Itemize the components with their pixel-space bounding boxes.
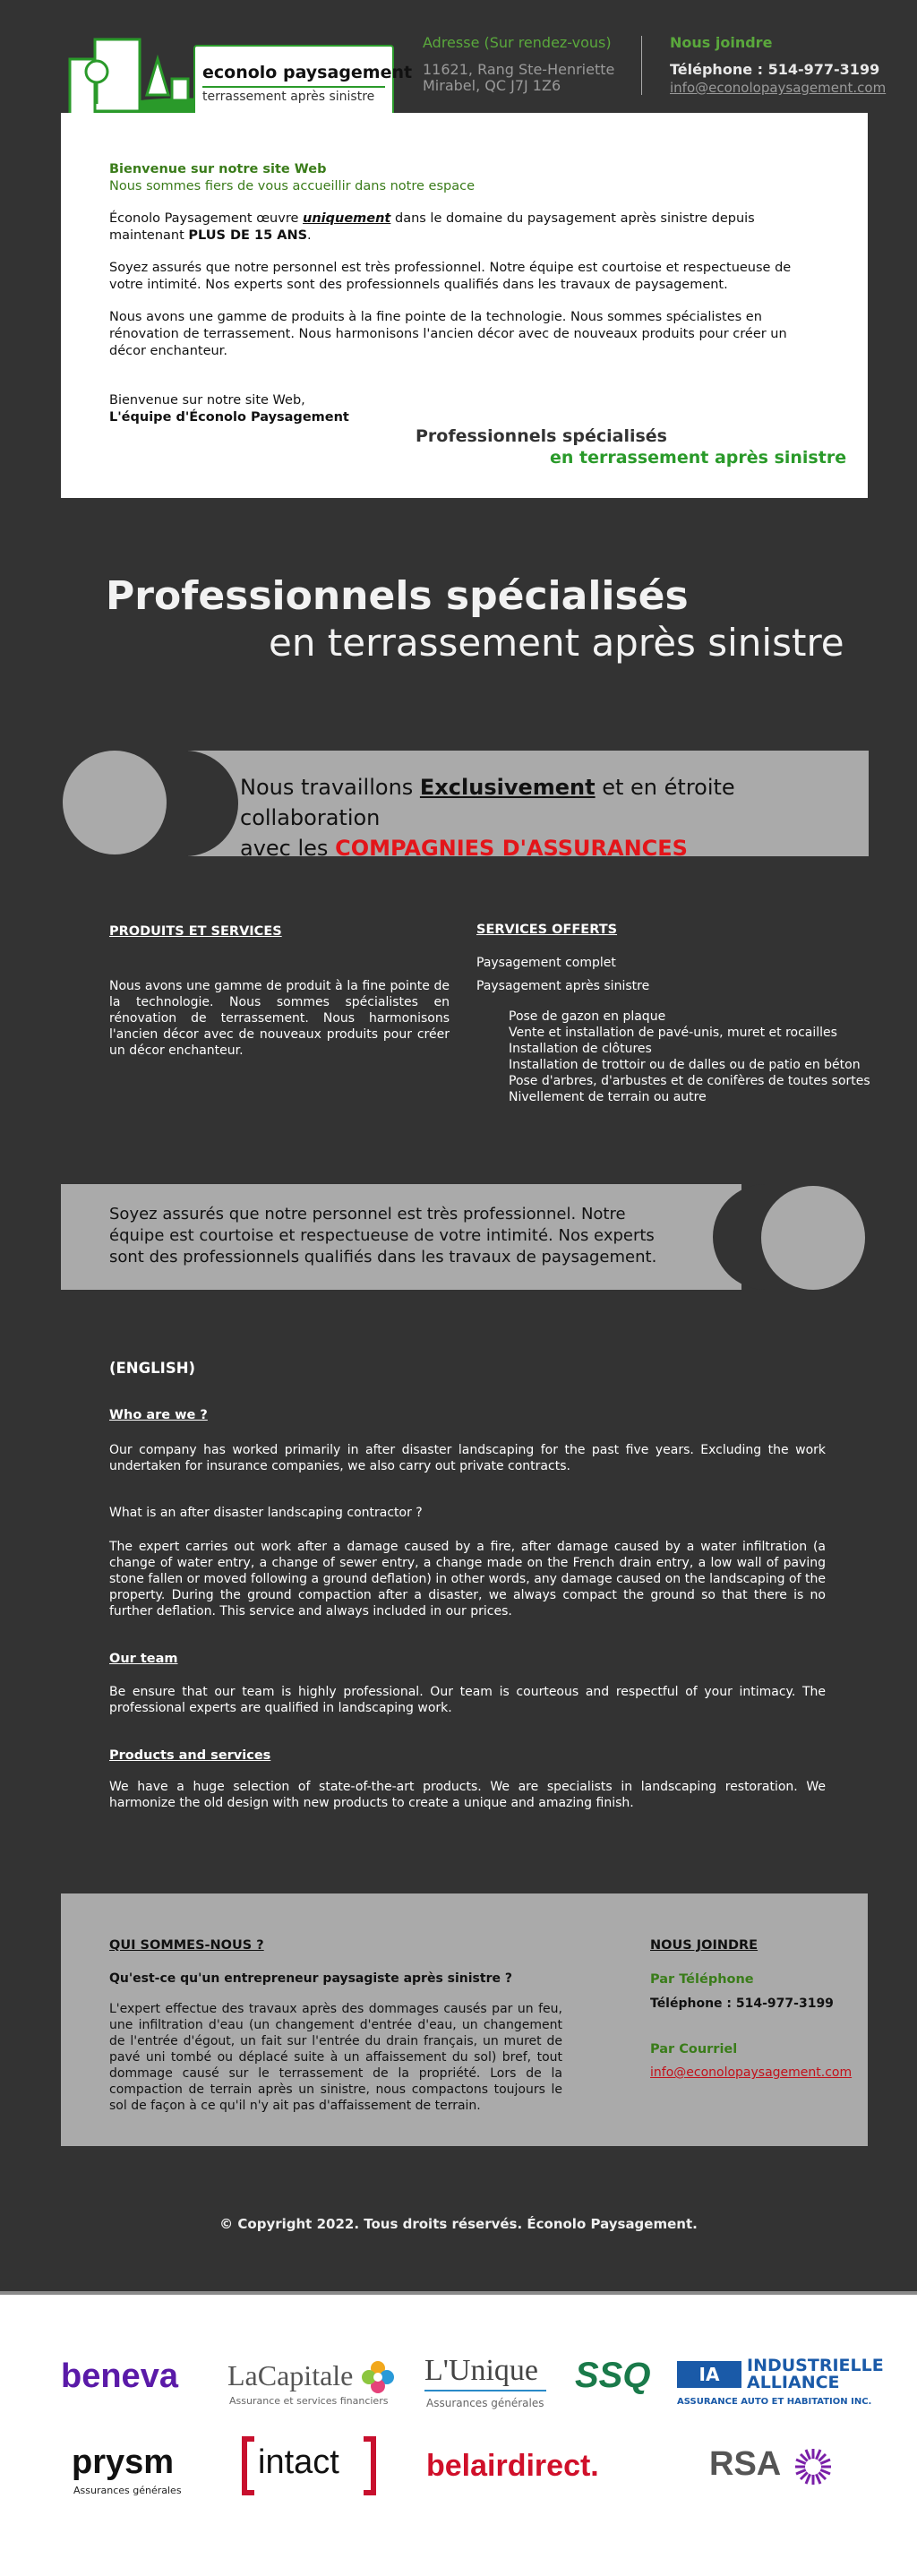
header-email-link[interactable]: info@econolopaysagement.com [670, 80, 887, 96]
address-line1: 11621, Rang Ste-Henriette [423, 61, 615, 78]
info-panel [61, 1893, 868, 2146]
address-label: Adresse (Sur rendez-vous) [423, 34, 612, 51]
hero-title-line2: en terrassement après sinistre [269, 621, 844, 665]
intact-bracket-tl [242, 2436, 254, 2442]
banner2-circle [761, 1186, 865, 1290]
service-subitem: Pose de gazon en plaque [509, 1009, 666, 1024]
hero-title-line1: Professionnels spécialisés [106, 573, 689, 619]
partners-strip [0, 2291, 917, 2576]
welcome-panel [61, 113, 868, 498]
lacapitale-subtitle: Assurance et services financiers [229, 2395, 389, 2407]
english-title: (ENGLISH) [109, 1360, 196, 1377]
services-sublist [509, 1009, 870, 1105]
en-team-text: Be ensure that our team is highly professional. Our team is courteous and respectful of your intimacy. The professional experts are qualified in landscaping work. [109, 1685, 826, 1715]
products-text: Nous avons une gamme de produit à la fine pointe de la technologie. Nous sommes spécialistes en rénovation de terrassement. Nous harmonisons l'ancien décor avec de nouveaux produits pour créer un décor enchanteur. [109, 979, 450, 1058]
intact-bracket-bl [242, 2490, 254, 2495]
partner-logo-ssq[interactable]: SSQ [575, 2356, 651, 2395]
info-mail-label: Par Courriel [650, 2042, 738, 2057]
en-products-text: We have a huge selection of state-of-the-art products. We are specialists in landscaping restoration. We harmonize the old design with new products to create a unique and amazing finish. [109, 1780, 826, 1810]
insurance-banner-text [240, 772, 831, 863]
p1-emphasis: uniquement [303, 211, 391, 226]
p1-end: . [307, 228, 312, 243]
header-divider [641, 36, 642, 95]
address-line2: Mirabel, QC J7J 1Z6 [423, 77, 561, 94]
en-products-title: Products and services [109, 1748, 271, 1763]
services-title: SERVICES OFFERTS [476, 923, 618, 937]
logo-divider [202, 86, 385, 88]
tagline-line1: Professionnels spécialisés [416, 426, 667, 446]
copyright: © Copyright 2022. Tous droits réservés. Éconolo Paysagement. [219, 2216, 698, 2232]
info-text: L'expert effectue des travaux après des dommages causés par un feu, une infiltration d'eau (un changement d'entrée d'eau, un changement de l'entrée d'égout, un fait sur l'entrée du drain français, un muret de pavé uni tombé ou déplacé suite à un affaissement du sol) bref, tout dommage causé sur le terrassement de la propriété. Lors de la compaction de terrain après un sinistre, nous compactons toujours le sol de façon à ce qu'il n'y ait pas d'affaissement de terrain. [109, 2002, 562, 2113]
banner1-insurance-companies: COMPAGNIES D'ASSURANCES [335, 836, 688, 861]
lunique-name: L'Unique [424, 2354, 538, 2387]
prysm-name: prysm [72, 2443, 175, 2481]
info-phone-label: Par Téléphone [650, 1972, 754, 1987]
tagline-line2: en terrassement après sinistre [550, 448, 847, 468]
lunique-rule [424, 2390, 546, 2391]
team-banner-text: Soyez assurés que notre personnel est très professionnel. Notre équipe est courtoise et respectueuse de votre intimité. Nos experts sont des professionnels qualifiés dans les travaux de paysagement. [109, 1205, 657, 1267]
welcome-subtitle: Nous sommes fiers de vous accueillir dans notre espace [109, 179, 475, 193]
rsa-name: RSA [709, 2445, 782, 2483]
info-phone[interactable]: Téléphone : 514-977-3199 [650, 1996, 834, 2011]
info-question: Qu'est-ce qu'un entrepreneur paysagiste après sinistre ? [109, 1971, 512, 1986]
banner1-exclusive: Exclusivement [419, 775, 596, 800]
service-subitem: Installation de clôtures [509, 1042, 652, 1056]
banner1-circle [63, 751, 167, 854]
partner-logo-beneva[interactable]: beneva [61, 2357, 178, 2395]
welcome-paragraph-2: Soyez assurés que notre personnel est très professionnel. Notre équipe est courtoise et respectueuse de votre intimité. Nos experts sont des professionnels qualifiés dans les travaux de paysagement. [109, 261, 792, 292]
info-who-title: QUI SOMMES-NOUS ? [109, 1938, 264, 1953]
lacapitale-name: LaCapitale [227, 2359, 354, 2391]
info-email-link[interactable]: info@econolopaysagement.com [650, 2065, 853, 2080]
welcome-title: Bienvenue sur notre site Web [109, 162, 327, 176]
banner1-text-b: et en étroite collaboration [240, 775, 735, 830]
en-team-title: Our team [109, 1652, 178, 1666]
intact-bracket-br [364, 2490, 376, 2495]
rsa-sunburst-icon [793, 2447, 833, 2486]
welcome-sign-2: L'équipe d'Éconolo Paysagement [109, 410, 349, 425]
service-subitem: Vente et installation de pavé-unis, muret et rocailles [509, 1026, 837, 1040]
banner1-text-a: Nous travaillons [240, 775, 420, 800]
p1-strong: PLUS DE 15 ANS [188, 228, 308, 243]
service-subitem: Pose d'arbres, d'arbustes et de conifères de toutes sortes [509, 1074, 870, 1088]
ia-name-1: INDUSTRIELLE [747, 2356, 884, 2375]
contact-label: Nous joindre [670, 34, 773, 51]
intact-bracket-tr [364, 2436, 376, 2442]
header-phone[interactable]: Téléphone : 514-977-3199 [670, 61, 880, 78]
p1-text-b: dans le domaine du paysagement après sinistre depuis maintenant [109, 211, 755, 243]
service-item-1: Paysagement complet [476, 956, 616, 970]
intact-name: intact [258, 2443, 339, 2481]
info-contact-title: NOUS JOINDRE [650, 1938, 758, 1953]
logo-name: econolo paysagement [202, 63, 413, 82]
en-who-text: Our company has worked primarily in after disaster landscaping for the past five years. Excluding the work undertaken for insurance companies, we also carry out private contracts. [109, 1443, 826, 1473]
banner1-text-c: avec les [240, 836, 336, 861]
ia-name-2: ALLIANCE [747, 2373, 840, 2392]
welcome-paragraph-1 [109, 210, 817, 245]
prysm-subtitle: Assurances générales [73, 2485, 182, 2496]
en-who-title: Who are we ? [109, 1408, 208, 1422]
service-item-2: Paysagement après sinistre [476, 979, 650, 993]
logo-subtitle: terrassement après sinistre [202, 90, 375, 104]
welcome-sign-1: Bienvenue sur notre site Web, [109, 393, 305, 408]
en-what-question: What is an after disaster landscaping contractor ? [109, 1506, 423, 1520]
products-title: PRODUITS ET SERVICES [109, 924, 282, 939]
ia-badge: IA [677, 2361, 741, 2388]
service-subitem: Nivellement de terrain ou autre [509, 1090, 707, 1104]
en-what-text: The expert carries out work after a damage caused by a fire, after damage caused by a water infiltration (a change of water entry, a change of sewer entry, a change made on the French drain entry, a low wall of paving stone fallen or moved following a ground deflation) in other words, any damage caused on the landscaping of the property. During the ground compaction after a disaster, we always compact the ground so that there is no further deflation. This service and always included in our prices. [109, 1540, 826, 1619]
ia-subtitle: ASSURANCE AUTO ET HABITATION INC. [677, 2397, 872, 2407]
partner-logo-belairdirect[interactable]: belairdirect. [426, 2449, 599, 2483]
lunique-subtitle: Assurances générales [426, 2397, 544, 2409]
service-subitem: Installation de trottoir ou de dalles ou de patio en béton [509, 1058, 861, 1072]
welcome-paragraph-3: Nous avons une gamme de produits à la fine pointe de la technologie. Nous sommes spécialistes en rénovation de terrassement. Nous harmonisons l'ancien décor avec de nouveaux produits pour créer un décor enchanteur. [109, 310, 787, 358]
p1-text-a: Éconolo Paysagement œuvre [109, 211, 304, 226]
lacapitale-flower-icon [360, 2359, 396, 2395]
